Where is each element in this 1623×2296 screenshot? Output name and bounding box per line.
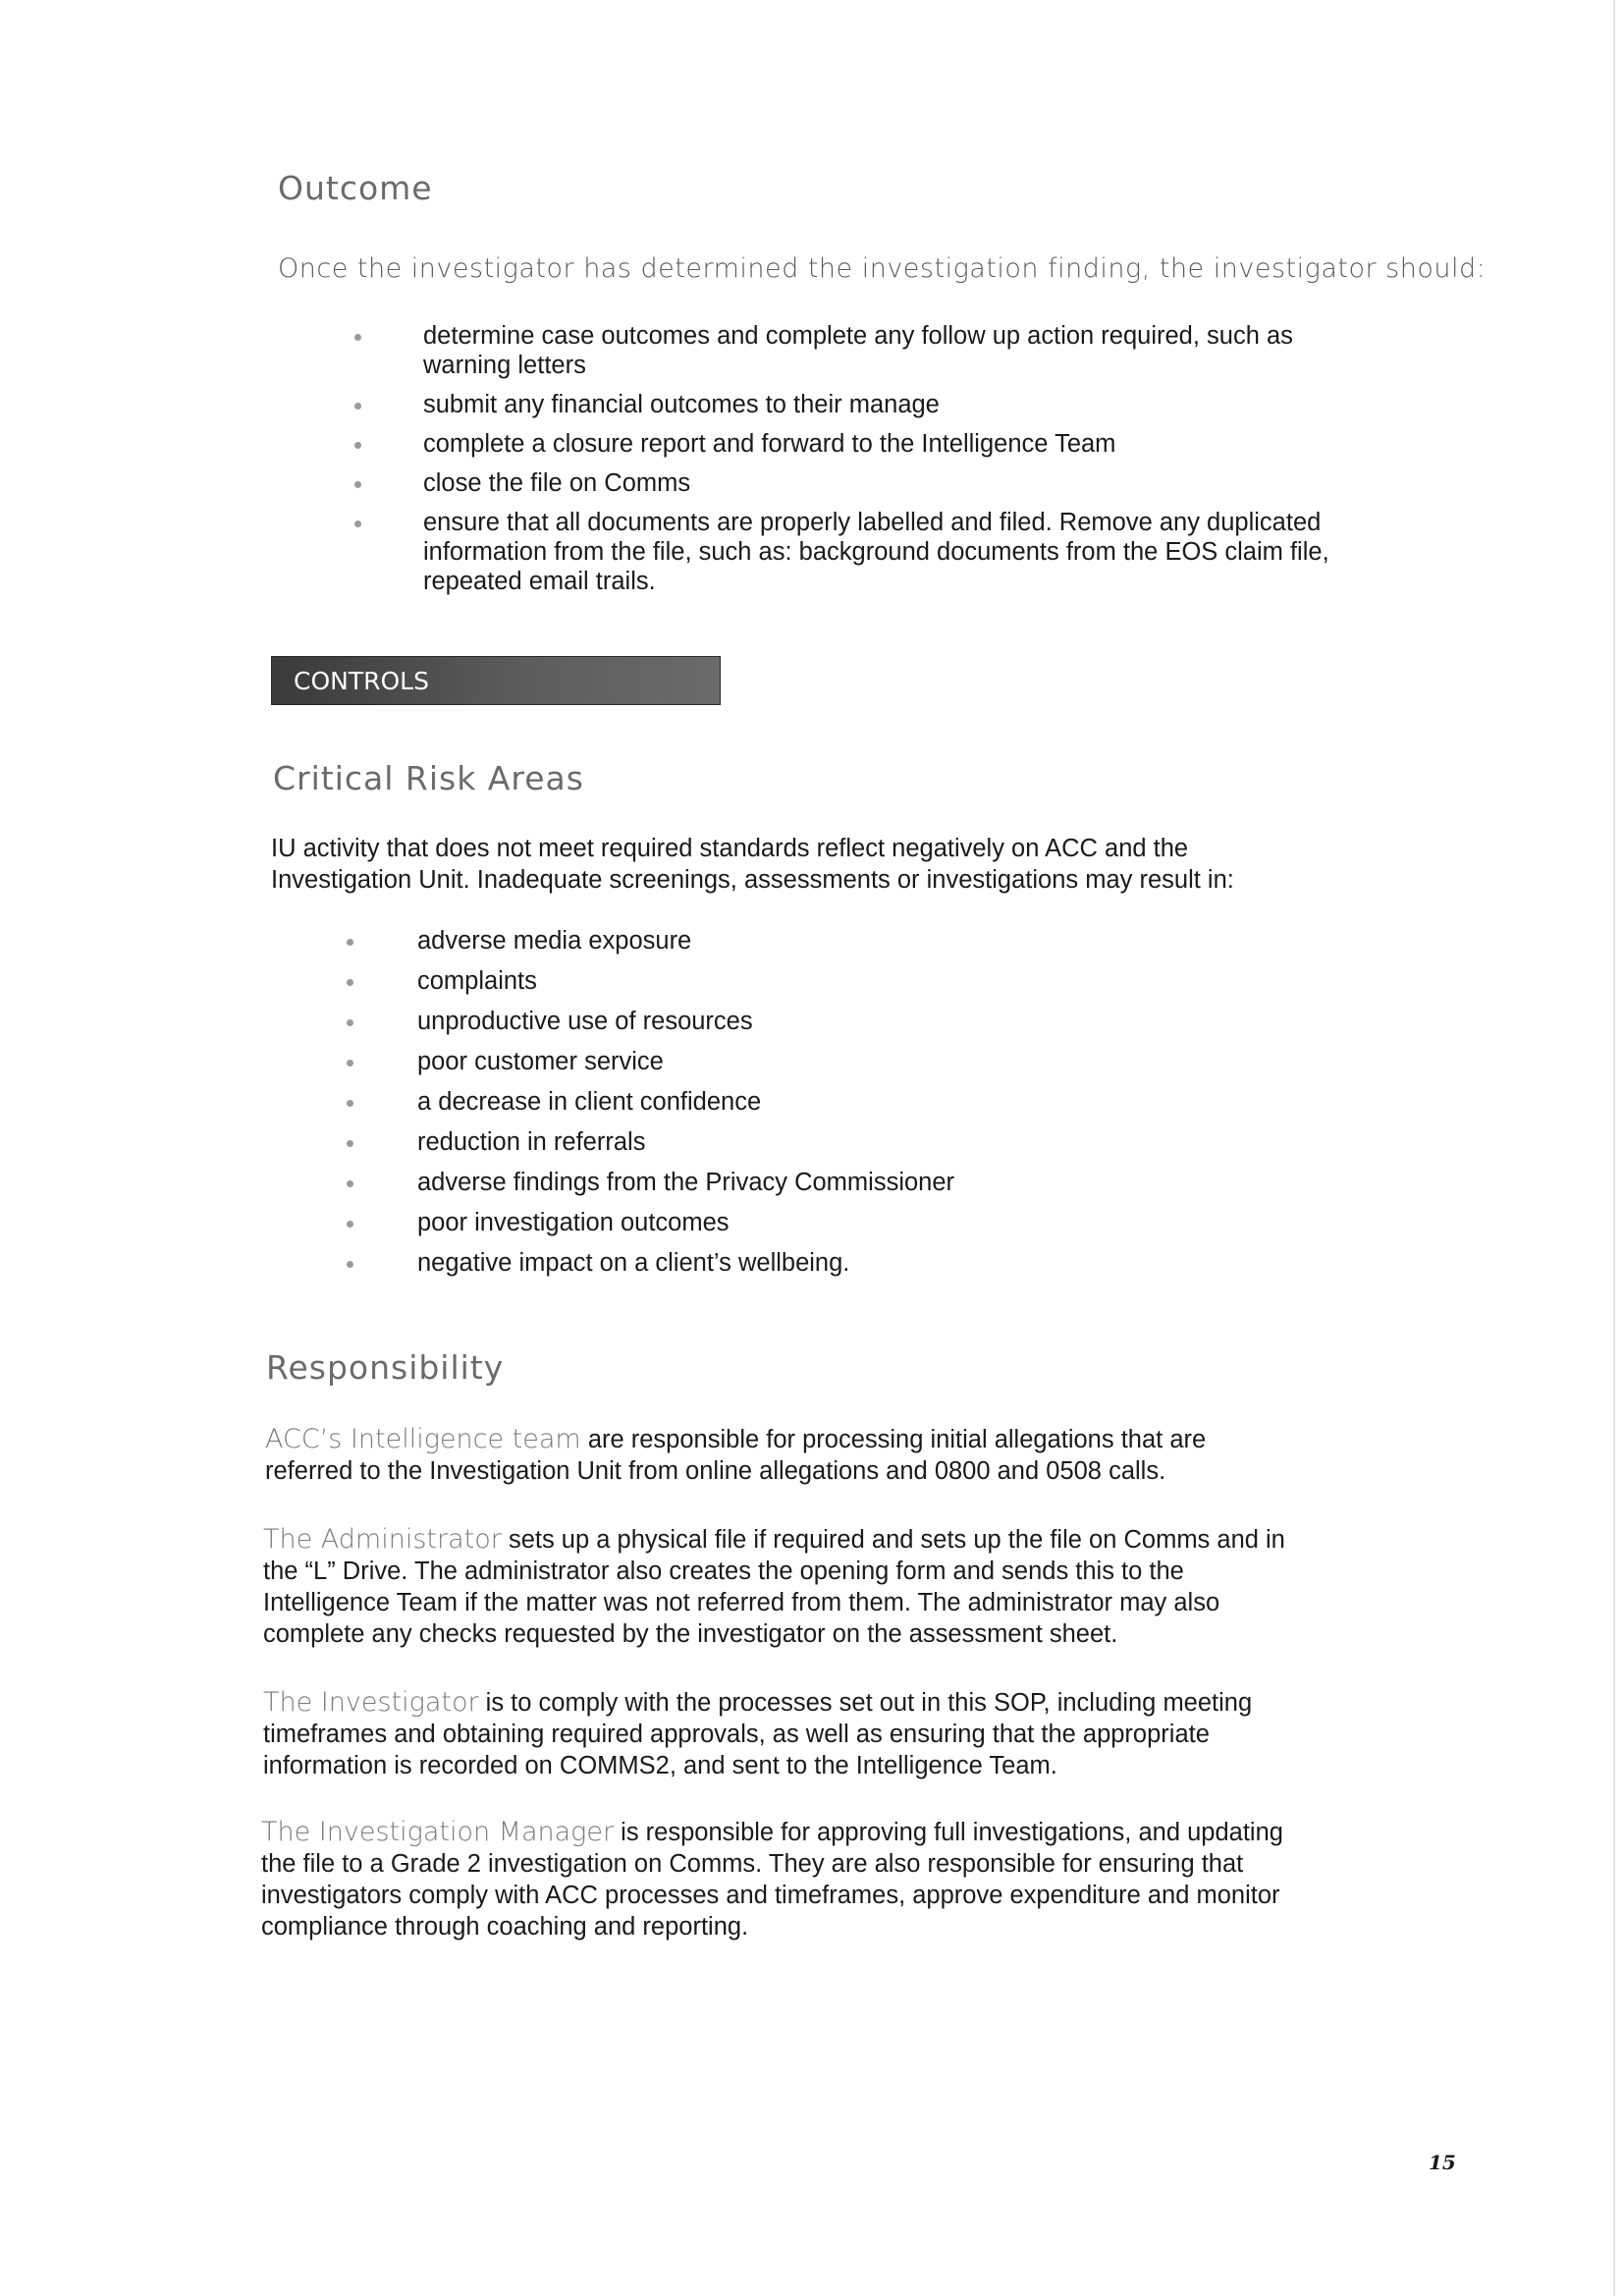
list-item: adverse media exposure <box>417 926 1301 966</box>
responsibility-paragraph <box>263 1524 1294 1650</box>
controls-banner <box>271 656 721 705</box>
list-item: ensure that all documents are properly labelled and filed. Remove any duplicated information from the file, such as: background documents from the EOS claim file, repeated email trails. <box>423 508 1366 596</box>
outcome-intro: Once the investigator has determined the investigation finding, the investigator should: <box>278 253 1487 284</box>
list-item: poor investigation outcomes <box>417 1208 1301 1248</box>
bullet-dot-icon <box>347 1261 353 1268</box>
list-item: complete a closure report and forward to the Intelligence Team <box>423 429 1366 459</box>
controls-label: CONTROLS <box>294 667 429 695</box>
outcome-list <box>423 321 1366 606</box>
critical-risk-heading: Critical Risk Areas <box>273 759 584 797</box>
responsibility-paragraph <box>261 1817 1292 1942</box>
role-description: sets up a physical file if required and sets up the file on Comms and in the “L” Drive. The administrator also creates the opening form and sends this to the Intelligence Team if the matter was not referred from them. The administrator may also complete any checks requested by the investigator on the assessment sheet. <box>263 1526 1285 1648</box>
page-number: 15 <box>1429 2151 1456 2174</box>
list-item: reduction in referrals <box>417 1127 1301 1168</box>
bullet-dot-icon <box>347 1180 353 1187</box>
bullet-dot-icon <box>354 334 361 341</box>
list-item: unproductive use of resources <box>417 1007 1301 1047</box>
bullet-dot-icon <box>354 403 361 410</box>
list-item: close the file on Comms <box>423 468 1366 498</box>
role-description: is to comply with the processes set out in this SOP, including meeting timeframes and obtaining required approvals, as well as ensuring that the appropriate information is recorded on COMMS2, and sent to the Intelligence Team. <box>263 1689 1253 1779</box>
responsibility-paragraph <box>263 1687 1294 1781</box>
responsibility-paragraph <box>265 1424 1296 1487</box>
role-name: The Administrator <box>263 1524 502 1555</box>
critical-risk-intro: IU activity that does not meet required standards reflect negatively on ACC and the Investigation Unit. Inadequate screenings, assessments or investigations may result in: <box>271 835 1234 894</box>
list-item: determine case outcomes and complete any follow up action required, such as warning letters <box>423 321 1366 380</box>
role-name: ACC’s Intelligence team <box>265 1424 581 1454</box>
bullet-dot-icon <box>347 1100 353 1107</box>
bullet-dot-icon <box>347 1140 353 1147</box>
role-description: is responsible for approving full investigations, and updating the file to a Grade 2 investigation on Comms. They are also responsible for ensuring that investigators comply with ACC processes and timeframes, approve expenditure and monitor compliance through coaching and reporting. <box>261 1819 1283 1941</box>
page-edge <box>1613 0 1615 2296</box>
bullet-dot-icon <box>347 979 353 986</box>
role-name: The Investigation Manager <box>261 1817 615 1847</box>
bullet-dot-icon <box>347 1221 353 1228</box>
outcome-heading: Outcome <box>278 169 433 207</box>
list-item: a decrease in client confidence <box>417 1087 1301 1127</box>
list-item: poor customer service <box>417 1047 1301 1087</box>
list-item: negative impact on a client’s wellbeing. <box>417 1248 1301 1288</box>
bullet-dot-icon <box>354 520 361 527</box>
role-description: are responsible for processing initial allegations that are referred to the Investigation Unit from online allegations and 0800 and 0508 calls. <box>265 1426 1207 1485</box>
bullet-dot-icon <box>347 1019 353 1026</box>
bullet-dot-icon <box>354 481 361 488</box>
list-item: adverse findings from the Privacy Commissioner <box>417 1168 1301 1208</box>
bullet-dot-icon <box>347 939 353 946</box>
bullet-dot-icon <box>347 1060 353 1066</box>
list-item: complaints <box>417 966 1301 1007</box>
bullet-dot-icon <box>354 442 361 449</box>
responsibility-heading: Responsibility <box>266 1348 505 1387</box>
list-item: submit any financial outcomes to their manage <box>423 390 1366 419</box>
role-name: The Investigator <box>263 1687 479 1718</box>
critical-risk-list <box>417 926 1301 1288</box>
